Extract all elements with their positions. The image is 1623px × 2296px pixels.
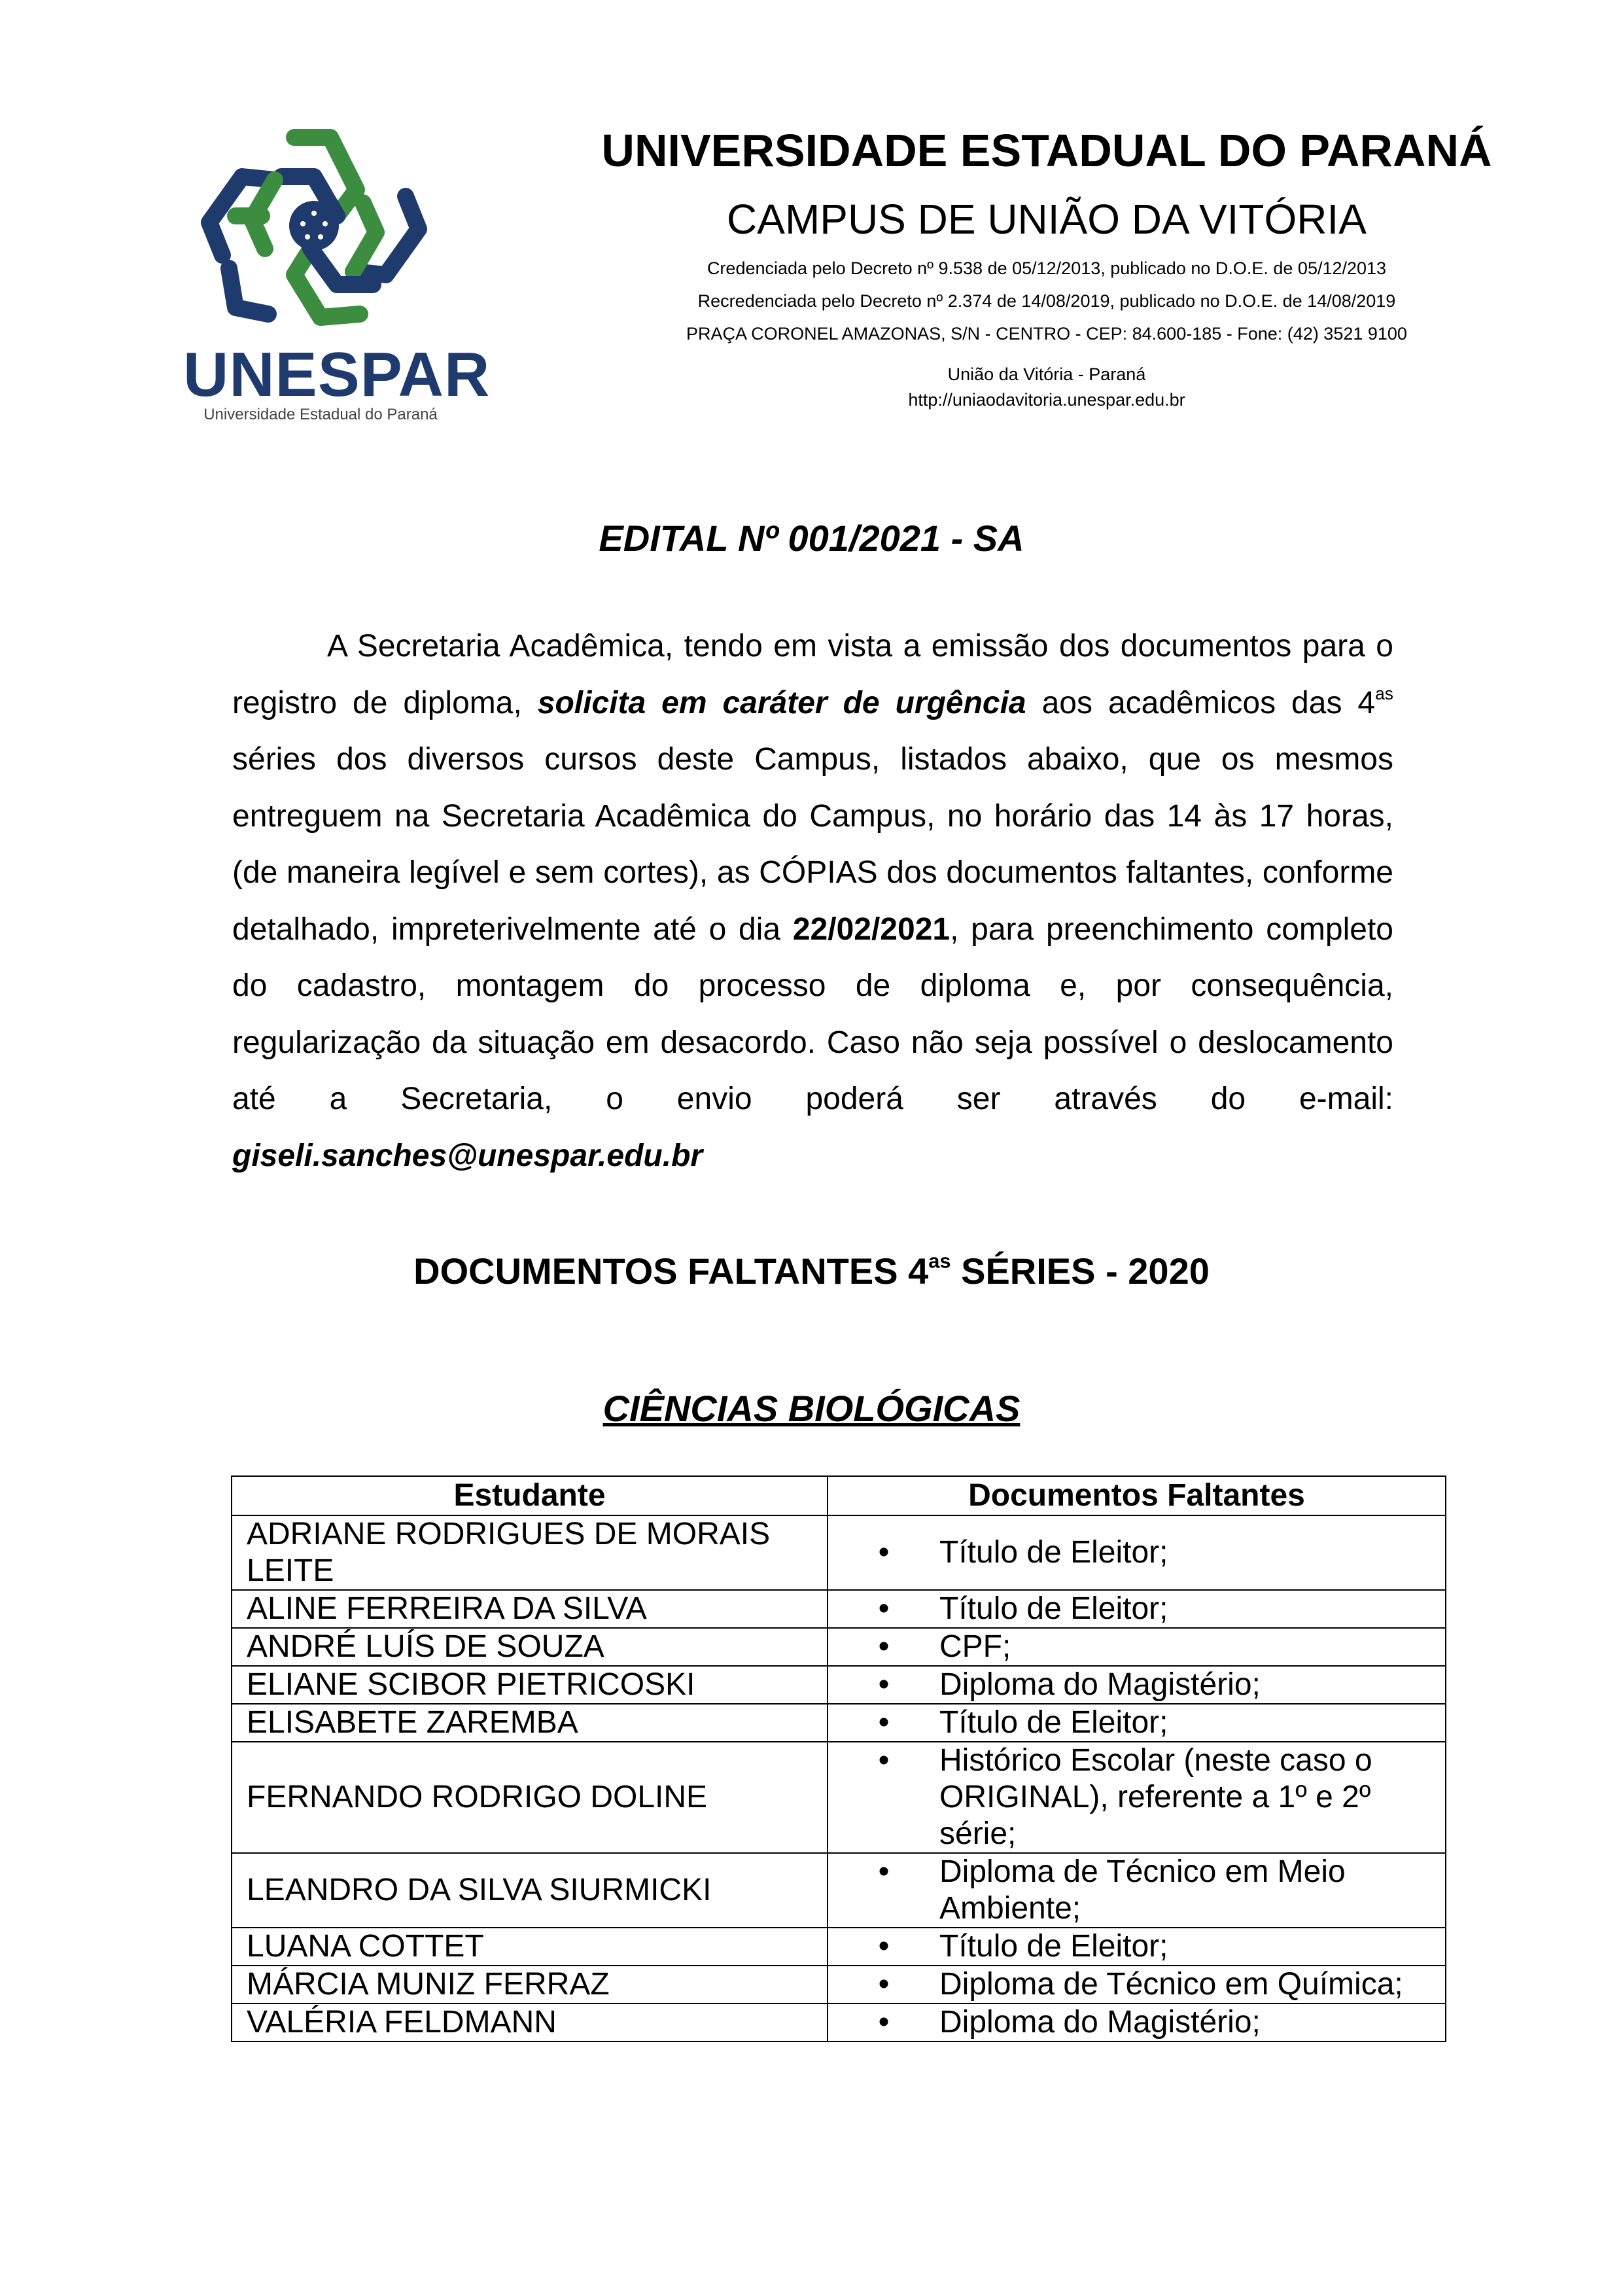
missing-document — [828, 1515, 1446, 1590]
bullet-icon: • — [878, 1667, 890, 1702]
table-row — [232, 1515, 1446, 1590]
student-name: ELIANE SCIBOR PIETRICOSKI — [232, 1666, 828, 1704]
table-row — [232, 1590, 1446, 1628]
logo-subtitle: Universidade Estadual do Paraná — [203, 406, 438, 423]
student-name: LUANA COTTET — [232, 1928, 828, 1966]
document-text: CPF; — [939, 1629, 1011, 1664]
campus-name: CAMPUS DE UNIÃO DA VITÓRIA — [727, 196, 1367, 243]
course-title: CIÊNCIAS BIOLÓGICAS — [602, 1388, 1021, 1429]
student-name: ADRIANE RODRIGUES DE MORAIS LEITE — [232, 1515, 828, 1590]
body-part-2: aos acadêmicos das 4 — [1041, 685, 1376, 720]
section-title — [0, 1249, 1623, 1292]
document-text: Diploma do Magistério; — [939, 2005, 1261, 2040]
bullet-icon: • — [878, 1967, 890, 2002]
table-row — [232, 2004, 1446, 2041]
missing-documents-table — [231, 1475, 1446, 2042]
missing-document — [828, 1704, 1446, 1742]
website-line: http://uniaodavitoria.unespar.edu.br — [908, 390, 1185, 410]
bullet-icon: • — [878, 1629, 890, 1664]
bullet-icon: • — [878, 1854, 890, 1889]
student-name: ALINE FERREIRA DA SILVA — [232, 1590, 828, 1628]
document-text: Histórico Escolar (neste caso o ORIGINAL), referente a 1º e 2º série; — [939, 1743, 1372, 1851]
address-line: PRAÇA CORONEL AMAZONAS, S/N - CENTRO - CEP: 84.600-185 - Fone: (42) 3521 9100 — [686, 324, 1407, 344]
table-row — [232, 1853, 1446, 1928]
body-part-3: séries dos diversos cursos deste Campus, listados abaixo, que os mesmos entreguem na Secretaria Acadêmica do Campus, no horário das 14 às 17 horas, (de maneira legível e sem cortes), as CÓPIAS dos documentos faltantes, conforme detalhado, impreterivelmente até o dia — [232, 742, 1393, 947]
accreditation-line: Credenciada pelo Decreto nº 9.538 de 05/12/2013, publicado no D.O.E. de 05/12/2013 — [707, 258, 1387, 278]
document-text: Diploma de Técnico em Química; — [939, 1967, 1403, 2002]
column-header-student: Estudante — [232, 1476, 828, 1515]
bullet-icon: • — [878, 1705, 890, 1740]
table-row — [232, 1742, 1446, 1853]
edital-body — [232, 618, 1393, 1184]
table-header-row — [232, 1476, 1446, 1515]
bullet-icon: • — [878, 1743, 890, 1778]
student-name: FERNANDO RODRIGO DOLINE — [232, 1742, 828, 1853]
document-text: Título de Eleitor; — [939, 1929, 1168, 1964]
document-text: Título de Eleitor; — [939, 1535, 1168, 1570]
document-text: Título de Eleitor; — [939, 1591, 1168, 1626]
edital-title: EDITAL Nº 001/2021 - SA — [599, 518, 1024, 559]
document-text: Título de Eleitor; — [939, 1705, 1168, 1740]
student-name: ELISABETE ZAREMBA — [232, 1704, 828, 1742]
student-name: ANDRÉ LUÍS DE SOUZA — [232, 1628, 828, 1666]
student-name: VALÉRIA FELDMANN — [232, 2004, 828, 2041]
reaccreditation-line: Recredenciada pelo Decreto nº 2.374 de 14/08/2019, publicado no D.O.E. de 14/08/2019 — [697, 291, 1396, 311]
bullet-icon: • — [878, 1591, 890, 1626]
student-name: LEANDRO DA SILVA SIURMICKI — [232, 1853, 828, 1928]
missing-document — [828, 1966, 1446, 2004]
table-row — [232, 1666, 1446, 1704]
table-row — [232, 1966, 1446, 2004]
column-header-documents: Documentos Faltantes — [828, 1476, 1446, 1515]
section-title-superscript: as — [928, 1249, 951, 1273]
missing-document — [828, 1628, 1446, 1666]
unespar-logo — [177, 118, 491, 425]
document-text: Diploma de Técnico em Meio Ambiente; — [939, 1854, 1346, 1926]
bullet-icon: • — [878, 1929, 890, 1964]
unespar-emblem-icon — [196, 118, 432, 334]
table-row — [232, 1628, 1446, 1666]
student-name: MÁRCIA MUNIZ FERRAZ — [232, 1966, 828, 2004]
bullet-icon: • — [878, 1535, 890, 1570]
urgent-phrase: solicita em caráter de urgência — [537, 685, 1026, 720]
missing-document — [828, 1666, 1446, 1704]
table-row — [232, 1928, 1446, 1966]
letterhead — [563, 125, 1531, 410]
missing-document — [828, 1928, 1446, 1966]
section-title-pre: DOCUMENTOS FALTANTES 4 — [413, 1250, 929, 1292]
section-title-post: SÉRIES - 2020 — [951, 1250, 1210, 1292]
city-line: União da Vitória - Paraná — [947, 364, 1146, 384]
missing-document — [828, 1853, 1446, 1928]
table-row — [232, 1704, 1446, 1742]
missing-document — [828, 1742, 1446, 1853]
missing-document — [828, 2004, 1446, 2041]
document-text: Diploma do Magistério; — [939, 1667, 1261, 1702]
contact-email: giseli.sanches@unespar.edu.br — [232, 1138, 703, 1173]
body-part-1: A Secretaria Acadêmica, tendo em vista a emissão dos documentos para o registro de diploma, — [232, 629, 1393, 720]
bullet-icon: • — [878, 2005, 890, 2040]
university-name: UNIVERSIDADE ESTADUAL DO PARANÁ — [601, 125, 1492, 176]
missing-document — [828, 1590, 1446, 1628]
body-part-4: , para preenchimento completo do cadastro, montagem do processo de diploma e, por consequência, regularização da situação em desacordo. Caso não seja possível o deslocamento até a Secretaria, o envio poderá ser através do e-mail: — [232, 911, 1393, 1116]
body-superscript: as — [1375, 683, 1393, 703]
logo-wordmark: UNESPAR — [183, 340, 491, 410]
deadline-date: 22/02/2021 — [792, 911, 951, 947]
